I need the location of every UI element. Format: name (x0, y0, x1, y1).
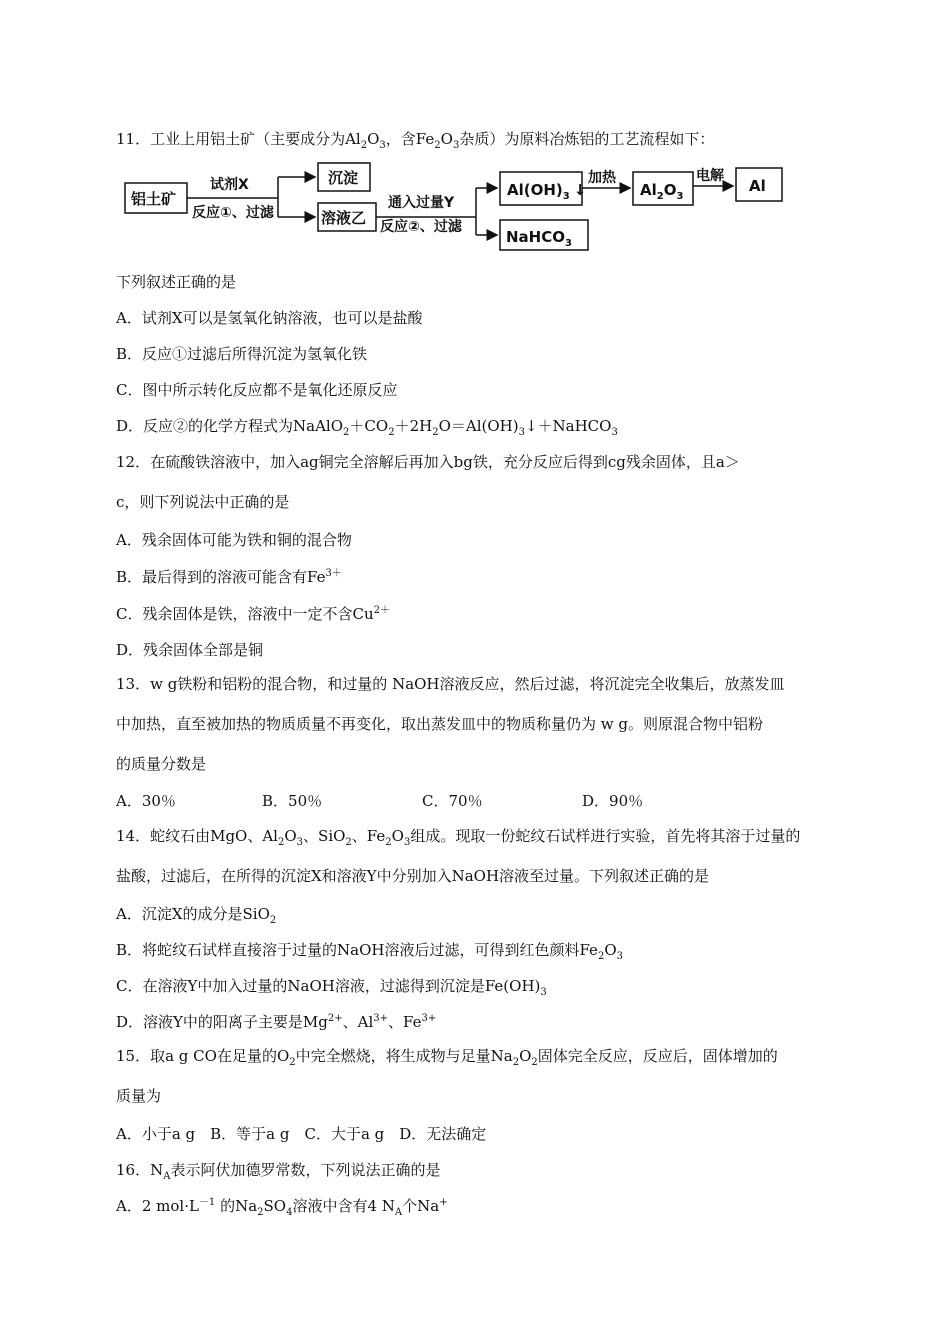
q11-stem: 11．工业上用铝土矿（主要成分为$Al_2O_3$，含$Fe_2O_3$杂质）为原料冶炼铝的工艺流程如下： (116, 130, 715, 151)
q13-stem-2: 中加热，直至被加热的物质质量不再变化，取出蒸发皿中的物质称量仍为 w g。则原混合物中铝粉 (116, 715, 763, 733)
reagent-x-label: 试剂X (210, 177, 249, 193)
q14-option-d: D．溶液Y中的阳离子主要是$Mg^{2+}$、$Al^{3+}$、$Fe^{3+}$ (116, 1013, 437, 1031)
q11-option-c: C．图中所示转化反应都不是氧化还原反应 (116, 381, 398, 399)
al2o3-label: $Al_2O_3$ (640, 181, 684, 202)
electrolysis-label: 电解 (696, 168, 724, 184)
precipitate-label: 沉淀 (328, 169, 359, 187)
add-y-label: 通入过量Y (388, 195, 455, 211)
q16-option-a: A．2 $mol\cdot L^{-1}$ 的$Na_2SO_4$溶液中含有4 $N_A$个Na+ (116, 1197, 448, 1218)
q15-stem-1: 15．取a g CO在足量的$O_2$中完全燃烧，将生成物与足量$Na_2O_2$固体完全反应，反应后，固体增加的 (116, 1047, 778, 1068)
q14-stem-1: 14．蛇纹石由MgO、$Al_2O_3$、SiO$_2$、$Fe_2O_3$组成。现取一份蛇纹石试样进行实验，首先将其溶于过量的 (116, 827, 801, 848)
q14-option-b: B．将蛇纹石试样直接溶于过量的NaOH溶液后过滤，可得到红色颜料$Fe_2O_3$ (116, 941, 623, 962)
reaction2-label: 反应②、过滤 (380, 219, 462, 235)
solution-b-label: 溶液乙 (321, 209, 367, 227)
q11-option-a: A．试剂X可以是氢氧化钠溶液，也可以是盐酸 (116, 309, 423, 327)
reaction1-label: 反应①、过滤 (192, 205, 274, 221)
nahco3-label: NaHCO$_3$ (506, 228, 572, 249)
q15-options: A．小于a g B．等于a g C．大于a g D．无法确定 (116, 1125, 487, 1143)
q14-option-a: A．沉淀X的成分是SiO$_2$ (116, 905, 277, 926)
q13-option-c: C．70％ (422, 792, 483, 810)
q12-option-a: A．残余固体可能为铁和铜的混合物 (116, 531, 352, 549)
process-flow-diagram (118, 158, 788, 258)
q11-option-b: B．反应①过滤后所得沉淀为氢氧化铁 (116, 345, 368, 363)
q13-options (116, 791, 643, 811)
q13-stem-1: 13．w g铁粉和铝粉的混合物，和过量的 NaOH溶液反应，然后过滤，将沉淀完全收集后，放蒸发皿 (116, 675, 785, 693)
q11-prompt: 下列叙述正确的是 (116, 273, 237, 291)
q13-option-b: B．50％ (262, 792, 323, 810)
q16-stem: 16．$N_A$表示阿伏加德罗常数，下列说法正确的是 (116, 1161, 441, 1182)
ore-label: 铝土矿 (131, 190, 177, 208)
q13-stem-3: 的质量分数是 (116, 755, 207, 773)
q13-option-d: D．90％ (582, 792, 644, 810)
aloh3-label: $Al(OH)_3$ ↓ (507, 181, 587, 202)
al-label: Al (749, 177, 766, 195)
q12-option-b: B．最后得到的溶液可能含有$Fe^{3+}$ (116, 568, 342, 586)
q14-option-c: C．在溶液Y中加入过量的NaOH溶液，过滤得到沉淀是$Fe(OH)_3$ (116, 977, 547, 998)
q12-option-d: D．残余固体全部是铜 (116, 641, 264, 659)
heat-label: 加热 (588, 170, 616, 186)
q15-stem-2: 质量为 (116, 1087, 162, 1105)
q11-option-d: D．反应②的化学方程式为$NaAlO_2+CO_2+2H_2O=Al(OH)_3↓+NaHCO_3$ (116, 417, 618, 438)
q12-option-c: C．残余固体是铁，溶液中一定不含$Cu^{2+}$ (116, 605, 390, 623)
q13-option-a: A．30％ (116, 792, 176, 810)
q12-stem-1: 12．在硫酸铁溶液中，加入ag铜完全溶解后再加入bg铁，充分反应后得到cg残余固体，且a＞ (116, 453, 740, 471)
q14-stem-2: 盐酸，过滤后，在所得的沉淀X和溶液Y中分别加入NaOH溶液至过量。下列叙述正确的是 (116, 867, 710, 885)
q12-stem-2: c，则下列说法中正确的是 (116, 493, 290, 511)
